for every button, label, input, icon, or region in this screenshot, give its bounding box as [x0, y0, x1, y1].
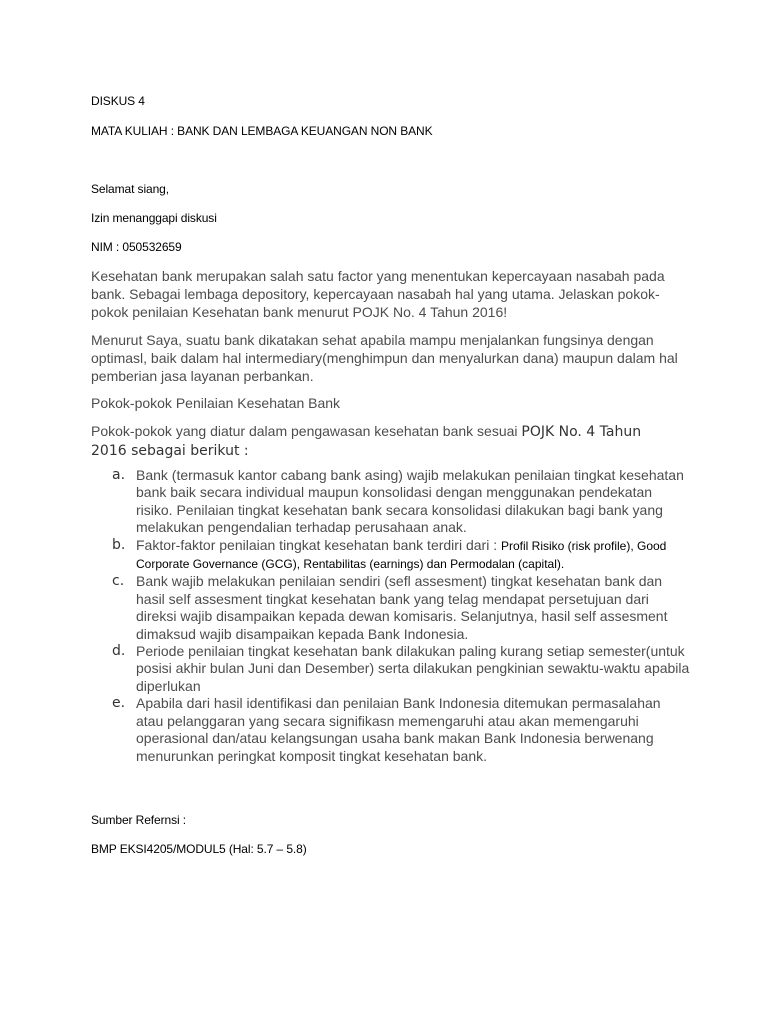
- assessment-points-list: [91, 467, 691, 765]
- list-marker: b.: [112, 536, 126, 553]
- salutation: Selamat siang,: [91, 182, 169, 196]
- references-label: Sumber Refernsi :: [91, 813, 187, 827]
- list-marker: e.: [112, 695, 126, 712]
- question-paragraph: Kesehatan bank merupakan salah satu factor yang menentukan kepercayaan nasabah pada bank. Sebagai lembaga depository, kepercayaan nasabah hal yang utama. Jelaskan pokok-pokok penilaian Kesehatan bank menurut POJK No. 4 Tahun 2016!: [91, 268, 665, 320]
- reference-source: BMP EKSI4205/MODUL5 (Hal: 5.7 – 5.8): [91, 842, 307, 856]
- list-item: [91, 695, 691, 765]
- list-marker: d.: [112, 643, 126, 660]
- student-id: NIM : 050532659: [91, 240, 182, 254]
- list-item: [91, 643, 691, 695]
- course-title: MATA KULIAH : BANK DAN LEMBAGA KEUANGAN NON BANK: [91, 124, 433, 138]
- section-heading: Pokok-pokok Penilaian Kesehatan Bank: [91, 395, 341, 411]
- list-marker: a.: [112, 467, 126, 483]
- list-item-text: Bank (termasuk kantor cabang bank asing) wajib melakukan penilaian tingkat kesehatan bank baik secara individual maupun konsolidasi dengan menggunakan pendekatan risiko. Penilaian tingkat kesehatan bank secara konsolidasi dilakukan bagi bank yang melakukan pengendalian terhadap perusahaan anak.: [136, 467, 684, 536]
- list-item: [91, 573, 691, 643]
- list-item: [91, 537, 691, 574]
- list-item-text: Faktor-faktor penilaian tingkat kesehatan bank terdiri dari :: [136, 536, 501, 553]
- regulation-reference: POJK No. 4 Tahun 2016 sebagai berikut :: [91, 424, 642, 459]
- list-item-text: Apabila dari hasil identifikasi dan penilaian Bank Indonesia ditemukan permasalahan atau pelanggaran yang secara signifikasn memengaruhi atau akan memengaruhi operasional dan/atau kelangsungan usaha bank makan Bank Indonesia berwenang menurunkan peringkat komposit tingkat kesehatan bank.: [136, 695, 661, 764]
- answer-paragraph: Menurut Saya, suatu bank dikatakan sehat apabila mampu menjalankan fungsinya dengan optimasl, baik dalam hal intermediary(menghimpun dan menyalurkan dana) maupun dalam hal pemberian jasa layanan perbankan.: [91, 332, 678, 384]
- list-marker: c.: [112, 573, 125, 590]
- list-item-text: Periode penilaian tingkat kesehatan bank dilakukan paling kurang setiap semester(untuk posisi akhir bulan Juni dan Desember) serta dilakukan pengkinian sewaktu-waktu apabila diperlukan: [136, 643, 690, 694]
- list-intro-text: Pokok-pokok yang diatur dalam pengawasan kesehatan bank sesuai: [91, 423, 522, 439]
- list-item: [91, 467, 691, 537]
- document-title: DISKUS 4: [91, 94, 145, 108]
- list-item-text: Bank wajib melakukan penilaian sendiri (sefl assesment) tingkat kesehatan bank dan hasil self assesment tingkat kesehatan bank yang telag mendapat persetujuan dari direksi wajib disampaikan kepada dewan komisaris. Selanjutnya, hasil self assesment dimaksud wajib disampaikan kepada Bank Indonesia.: [136, 573, 668, 642]
- list-intro: [91, 422, 681, 460]
- intro-line: Izin menanggapi diskusi: [91, 211, 217, 225]
- list-item-factors: Profil Risiko (risk profile), Good Corporate Governance (GCG), Rentabilitas (earnings) dan Permodalan (capital).: [136, 538, 667, 572]
